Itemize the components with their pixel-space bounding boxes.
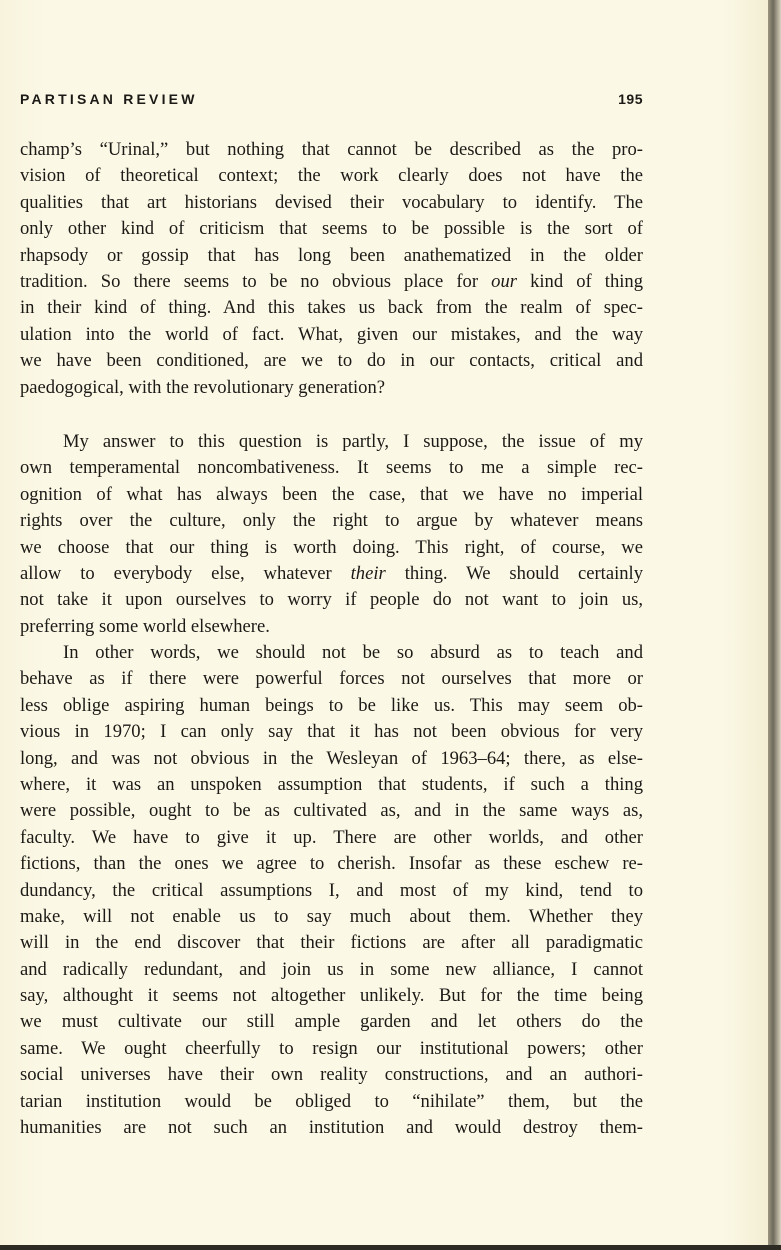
text-line — [20, 746, 643, 772]
text-line — [20, 295, 643, 321]
text-line — [20, 719, 643, 745]
text-line — [20, 693, 643, 719]
scan-bottom-border — [0, 1245, 781, 1250]
text-line — [20, 508, 643, 534]
text-line — [20, 904, 643, 930]
text-line — [20, 851, 643, 877]
text-run: were possible, ought to be as cultivated as, and in the same ways as, — [20, 800, 643, 822]
text-run: we must cultivate our still ample garden and let others do the — [20, 1011, 643, 1033]
text-line — [20, 216, 643, 242]
text-line — [20, 1036, 643, 1062]
text-line — [20, 640, 643, 666]
text-line — [20, 482, 643, 508]
text-run: paedogogical, with the revolutionary generation? — [20, 376, 386, 398]
text-line — [20, 269, 643, 295]
text-line — [20, 322, 643, 348]
text-run: will in the end discover that their fictions are after all paradigmatic — [20, 932, 643, 954]
text-run: where, it was an unspoken assumption that students, if such a thing — [20, 773, 643, 795]
text-run: in their kind of thing. And this takes us back from the realm of spec- — [20, 297, 643, 319]
text-run: champ’s “Urinal,” but nothing that cannot be described as the pro- — [20, 139, 643, 160]
text-line — [20, 163, 643, 189]
text-line — [20, 825, 643, 851]
text-run: rhapsody or gossip that has long been anathematized in the older — [20, 244, 643, 266]
text-run: tarian institution would be obliged to “nihilate” them, but the — [20, 1090, 643, 1112]
text-run: less oblige aspiring human beings to be like us. This may seem ob- — [20, 694, 643, 716]
page-header — [20, 91, 643, 113]
paragraph-1 — [20, 137, 643, 401]
text-line — [20, 190, 643, 216]
text-line — [20, 535, 643, 561]
text-line — [20, 798, 643, 824]
text-run: own temperamental noncombativeness. It seems to me a simple rec- — [20, 457, 643, 479]
text-line — [20, 983, 643, 1009]
text-line — [20, 1062, 643, 1088]
text-run: vision of theoretical context; the work clearly does not have the — [20, 165, 643, 187]
text-run: and radically redundant, and join us in some new alliance, I cannot — [20, 958, 643, 980]
text-run: make, will not enable us to say much about them. Whether they — [20, 905, 643, 927]
text-line — [20, 614, 643, 640]
text-run: In other words, we should not be so absurd as to teach and — [63, 642, 643, 663]
text-run: rights over the culture, only the right to argue by whatever means — [20, 510, 643, 532]
text-line — [20, 429, 643, 455]
text-line — [20, 1115, 643, 1141]
italic-word: their — [350, 562, 386, 584]
text-line — [20, 772, 643, 798]
text-run: preferring some world elsewhere. — [20, 615, 270, 637]
text-line — [20, 561, 643, 587]
text-run: same. We ought cheerfully to resign our institutional powers; other — [20, 1037, 643, 1059]
text-run: faculty. We have to give it up. There are other worlds, and other — [20, 826, 643, 848]
text-run: behave as if there were powerful forces not ourselves that more or — [20, 668, 643, 690]
text-line — [20, 348, 643, 374]
text-line — [20, 930, 643, 956]
text-line — [20, 455, 643, 481]
text-run: allow to everybody else, whatever — [20, 562, 351, 584]
text-run: ognition of what has always been the case, that we have no imperial — [20, 483, 643, 505]
text-line — [20, 878, 643, 904]
paragraph-2 — [20, 429, 643, 640]
text-line — [20, 1009, 643, 1035]
paragraph-3 — [20, 640, 643, 1141]
page-number: 195 — [618, 91, 643, 107]
text-run: we have been conditioned, are we to do in our contacts, critical and — [20, 350, 643, 372]
text-run: thing. We should certainly — [385, 562, 643, 584]
text-line — [20, 587, 643, 613]
text-run: My answer to this question is partly, I suppose, the issue of my — [63, 431, 643, 452]
text-line — [20, 375, 643, 401]
italic-word: our — [491, 270, 517, 292]
text-run: dundancy, the critical assumptions I, and most of my kind, tend to — [20, 879, 643, 901]
text-run: long, and was not obvious in the Wesleyan of 1963–64; there, as else- — [20, 747, 643, 769]
text-run: ulation into the world of fact. What, given our mistakes, and the way — [20, 323, 643, 345]
text-run: fictions, than the ones we agree to cherish. Insofar as these eschew re- — [20, 853, 643, 875]
text-line — [20, 243, 643, 269]
text-line — [20, 137, 643, 163]
text-run: kind of thing — [516, 270, 644, 292]
text-run: vious in 1970; I can only say that it has not been obvious for very — [20, 721, 643, 743]
page-binding-edge — [768, 0, 781, 1250]
text-line — [20, 666, 643, 692]
text-line — [20, 957, 643, 983]
text-run: social universes have their own reality constructions, and an authori- — [20, 1064, 643, 1086]
text-run: humanities are not such an institution and would destroy them- — [20, 1117, 643, 1139]
text-run: tradition. So there seems to be no obvious place for — [20, 270, 492, 292]
running-head: PARTISAN REVIEW — [20, 91, 198, 107]
text-run: qualities that art historians devised their vocabulary to identify. The — [20, 191, 643, 213]
text-run: not take it upon ourselves to worry if people do not want to join us, — [20, 589, 643, 611]
text-run: we choose that our thing is worth doing. This right, of course, we — [20, 536, 643, 558]
text-run: say, althought it seems not altogether unlikely. But for the time being — [20, 985, 643, 1007]
text-run: only other kind of criticism that seems to be possible is the sort of — [20, 218, 643, 240]
text-line — [20, 1089, 643, 1115]
